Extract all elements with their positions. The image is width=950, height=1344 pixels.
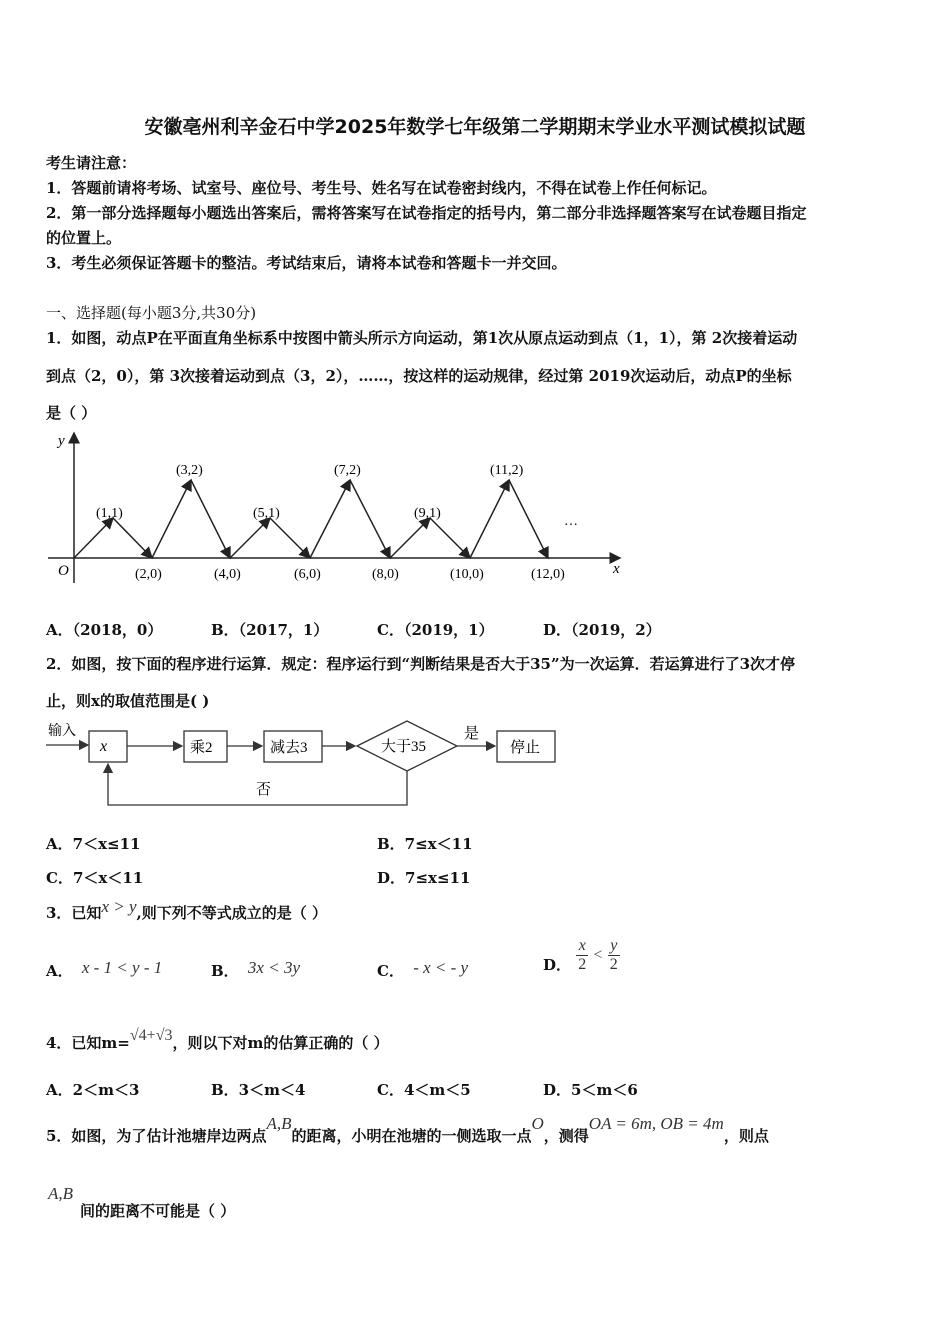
q5-pre: 5．如图，为了估计池塘岸边两点 [46, 1127, 267, 1145]
notice-heading: 考生请注意： [46, 154, 137, 172]
q3-post: ,则下列不等式成立的是（ ） [136, 904, 327, 922]
q1-origin-label: O [58, 563, 69, 579]
q2-yes-label: 是 [464, 726, 480, 742]
q5-o: O [531, 1114, 544, 1133]
q1-label-3-2: (3,2) [176, 463, 203, 478]
q3-option-b-expr: 3x < 3y [247, 958, 300, 977]
q1-x-label: x [613, 561, 620, 577]
q2-box-mul-label: 乘2 [190, 740, 213, 756]
q2-option-c[interactable]: C．7＜x＜11 [46, 869, 144, 887]
q2-box-x [89, 731, 127, 762]
q3-option-d-frac2 [608, 937, 620, 974]
q2-box-x-label: x [100, 738, 108, 755]
q3-frac2-den: 2 [609, 956, 618, 973]
q1-option-b[interactable]: B．（2017，1） [211, 621, 329, 639]
q1-ellipsis: … [564, 514, 578, 529]
q5-ab: A,B [266, 1114, 292, 1133]
q4-post: ，则以下对m的估算正确的（ ） [172, 1034, 389, 1052]
q1-line3: 是（ ） [46, 404, 97, 422]
q4-expr: √4+√3 [129, 1027, 173, 1044]
q5-mid: 的距离，小明在池塘的一侧选取一点 [291, 1127, 532, 1145]
q2-option-b[interactable]: B．7≤x＜11 [377, 835, 473, 853]
q3-option-d-label: D． [543, 955, 572, 974]
q2-no-label: 否 [256, 782, 272, 798]
q5-ab-2: A,B [48, 1184, 74, 1203]
notice-item-3: 3．考生必须保证答题卡的整洁。考试结束后，请将本试卷和答题卡一并交回。 [46, 254, 567, 272]
q1-option-d[interactable]: D．（2019，2） [543, 621, 661, 639]
q4-option-c[interactable]: C．4＜m＜5 [377, 1081, 471, 1099]
q2-line2: 止，则x的取值范围是( ) [46, 692, 210, 710]
q4-pre: 4．已知m= [46, 1034, 130, 1052]
q1-label-9-1: (9,1) [414, 506, 441, 521]
q2-option-d[interactable]: D．7≤x≤11 [377, 869, 471, 887]
q1-label-2-0: (2,0) [135, 567, 162, 582]
q3-option-c-expr: - x < - y [413, 958, 469, 977]
q4-option-b[interactable]: B．3＜m＜4 [211, 1081, 306, 1099]
q3-option-c[interactable] [377, 960, 468, 981]
q1-label-6-0: (6,0) [294, 567, 321, 582]
q4-option-d[interactable]: D．5＜m＜6 [543, 1081, 638, 1099]
q2-flowchart [44, 716, 564, 808]
q5-measurements: OA = 6m, OB = 4m [588, 1114, 724, 1133]
q3-frac2-num: y [608, 937, 620, 956]
q3-stem [46, 897, 327, 923]
q4-stem [46, 1027, 389, 1053]
page-title: 安徽亳州利辛金石中学2025年数学七年级第二学期期末学业水平测试模拟试题 [144, 116, 806, 138]
q3-frac1-den: 2 [578, 956, 587, 973]
q1-option-a[interactable]: A．（2018，0） [46, 621, 163, 639]
q1-label-1-1: (1,1) [96, 506, 123, 521]
q3-option-a-label: A． [46, 962, 73, 980]
q2-box-stop-label: 停止 [510, 740, 541, 756]
q1-line2: 到点（2，0），第 3次接着运动到点（3，2），……，按这样的运动规律，经过第 2019次运动后，动点P的坐标 [46, 367, 792, 385]
q1-y-label: y [58, 433, 65, 449]
q1-label-10-0: (10,0) [450, 567, 484, 582]
q1-label-5-1: (5,1) [253, 506, 280, 521]
q1-label-4-0: (4,0) [214, 567, 241, 582]
q1-label-12-0: (12,0) [531, 567, 565, 582]
q1-figure [40, 425, 640, 590]
q3-option-a[interactable] [46, 960, 162, 981]
q1-option-c[interactable]: C．（2019，1） [377, 621, 494, 639]
q5-line2: 间的距离不可能是（ ） [80, 1202, 236, 1220]
q5-mid2: ，测得 [543, 1127, 589, 1145]
section-heading: 一、选择题(每小题3分,共30分) [46, 304, 257, 322]
q3-option-a-expr: x - 1 < y - 1 [81, 958, 163, 977]
q3-option-d[interactable] [543, 937, 620, 974]
q3-option-b[interactable] [211, 960, 300, 981]
notice-item-2: 2．第一部分选择题每小题选出答案后，需将答案写在试卷指定的括号内，第二部分非选择题答案写在试卷题目指定 [46, 204, 807, 222]
q3-option-d-op: < [593, 946, 603, 964]
q1-label-7-2: (7,2) [334, 463, 361, 478]
q3-option-b-label: B． [211, 962, 239, 980]
q1-label-8-0: (8,0) [372, 567, 399, 582]
notice-item-2-cont: 的位置上。 [46, 229, 122, 247]
q3-condition: x > y [101, 897, 137, 916]
q3-option-c-label: C． [377, 962, 404, 980]
q5-post: ，则点 [723, 1127, 769, 1145]
q2-input-label: 输入 [48, 724, 76, 739]
notice-item-1: 1．答题前请将考场、试室号、座位号、考生号、姓名写在试卷密封线内，不得在试卷上作任何标记。 [46, 179, 717, 197]
q3-pre: 3．已知 [46, 904, 102, 922]
q2-line1: 2．如图，按下面的程序进行运算．规定：程序运行到“判断结果是否大于35”为一次运算．若运算进行了3次才停 [46, 655, 796, 673]
q2-option-a[interactable]: A．7＜x≤11 [46, 835, 141, 853]
q4-option-a[interactable]: A．2＜m＜3 [46, 1081, 140, 1099]
q1-label-11-2: (11,2) [490, 463, 524, 478]
q3-frac1-num: x [576, 937, 588, 956]
q1-line1: 1．如图，动点P在平面直角坐标系中按图中箭头所示方向运动，第1次从原点运动到点（1，1），第 2次接着运动 [46, 329, 798, 347]
q2-box-sub-label: 减去3 [270, 740, 308, 756]
q2-diamond-label: 大于35 [381, 739, 427, 755]
q5-stem [46, 1114, 769, 1146]
q3-option-d-frac1 [576, 937, 588, 974]
